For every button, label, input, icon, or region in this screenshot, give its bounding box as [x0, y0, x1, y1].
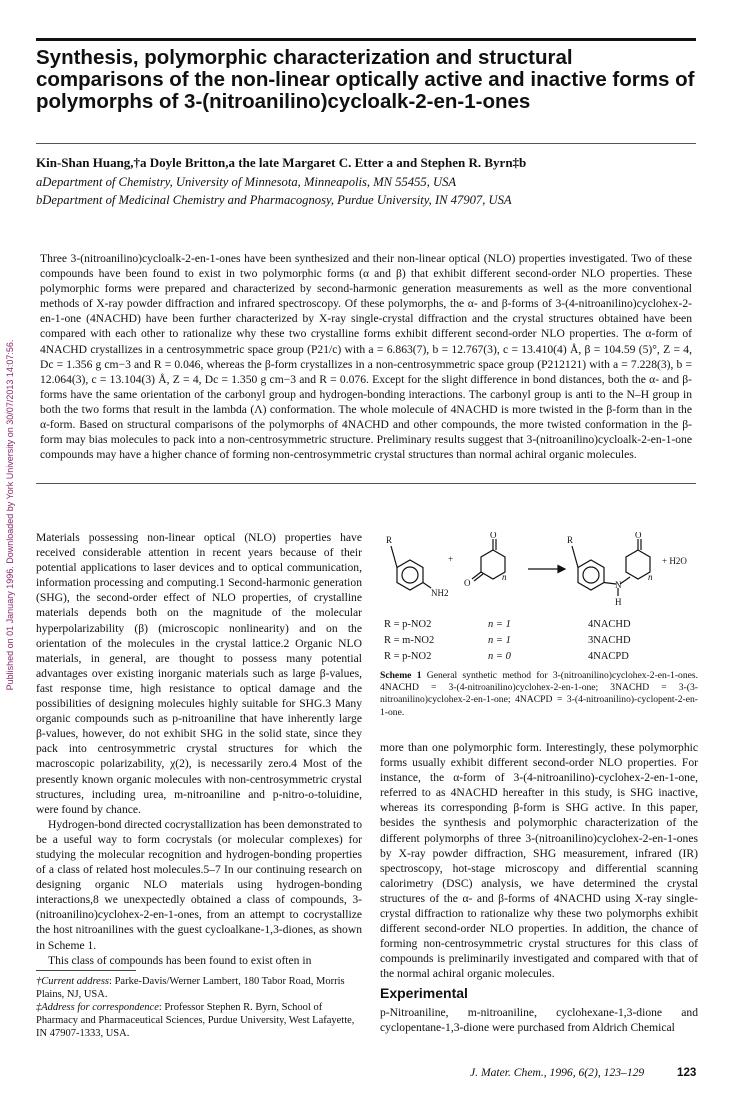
- affiliation-b: bDepartment of Medicinal Chemistry and Pharmacognosy, Purdue University, IN 47907, USA: [36, 193, 512, 207]
- scheme-row-r: R = p-NO2: [384, 651, 432, 662]
- scheme-row-n: n = 1: [488, 619, 511, 630]
- scheme-row: [384, 617, 684, 633]
- intro-paragraph-3: This class of compounds has been found to exist often in: [48, 953, 312, 967]
- scheme-row-name: 4NACPD: [588, 651, 629, 662]
- product-enone-ring: [626, 550, 650, 579]
- footnote-ddagger: ‡Address for correspondence: Professor Stephen R. Byrn, School of Pharmacy and Pharmaceutical Sciences, Purdue University, West Lafayette, IN 47907-1333, USA.: [36, 1002, 355, 1039]
- intro-paragraph-1: Materials possessing non-linear optical (NLO) properties have received considerable attention in recent years because of their potential applications to laser devices and to optical communication, information processing and computing.1 Second-harmonic generation (SHG), the second-order effect of NLO properties, of crystalline materials depends both on the magnitude of the molecular hyperpolarizability (β) (microscopic nonlinearity) and on the orientation of the molecules in the crystal lattice.2 Organic NLO materials, in general, are thought to possess many potential advantages over existing inorganic materials such as large β-values, fast response time, high resistance to optical damage and the possibilities of designing molecules highly suitable for SHG.3 Many organic compounds such as p-nitroaniline that have inherently large β-values, however, do not exhibit SHG in the solid state, since they pack into centrosymmetric crystal structures for which the macroscopic polarizability, χ(2), is necessarily zero.4 Most of the presently known organic molecules with non-centrosymmetric crystal structures, including urea, m-nitroaniline and p-nitro-o-toluidine, were found by chance.: [36, 531, 362, 816]
- h-label: H: [615, 597, 622, 607]
- experimental-paragraph: p-Nitroaniline, m-nitroaniline, cyclohexane-1,3-dione and cyclopentane-1,3-dione were purchased from Aldrich Chemical: [380, 1006, 698, 1035]
- product-n-ring-bond: [620, 577, 630, 584]
- aniline-ring-aromatic: [402, 567, 418, 583]
- section-heading-experimental: Experimental: [380, 985, 468, 1001]
- scheme-table: [384, 617, 684, 665]
- download-watermark: [3, 300, 17, 730]
- product-ring: [578, 560, 604, 590]
- scheme-row-name: 3NACHD: [588, 635, 631, 646]
- footnote-dagger: †Current address: Parke-Davis/Werner Lambert, 180 Tabor Road, Morris Plains, NJ, USA.: [36, 976, 345, 1000]
- page-number: 123: [677, 1066, 697, 1079]
- product-ring-aromatic: [583, 567, 599, 583]
- scheme-row: [384, 633, 684, 649]
- right-column-paragraph: more than one polymorphic form. Interestingly, these polymorphic forms usually exhibit different second-order NLO properties. For instance, the α-form of 3-(4-nitroanilino)-cyclohex-2-en-1-one, referred to as 4NACHD hereafter in this study, is SHG inactive, whereas its corresponding β-form is SHG active. In this paper, besides the synthesis and polymorphic characterization of the different polymorphs of three 3-(nitroanilino)cyclohex-2-en-1-ones by X-ray powder diffraction, SHG measurement, infrared (IR) spectroscopy, hot-stage microscopy and differential scanning calorimetry (DSC) analysis, we have determined the crystal structures of the α- and β-forms of 4NACHD using X-ray single-crystal diffraction to rationalize why these two polymorphs exhibit different second-order NLO properties. In addition, the chance of forming non-centrosymmetric crystal structures for this class of compounds is preliminarily investigated and compared with that of the normal achiral organic molecules.: [380, 741, 698, 981]
- top-rule: [36, 38, 696, 41]
- left-column: [36, 530, 362, 968]
- reaction-arrow-head: [558, 566, 565, 573]
- footnote-rule: [36, 970, 136, 971]
- plus-sign: +: [448, 554, 454, 564]
- r-label-reactant: R: [386, 535, 393, 545]
- scheme-1-reaction: [380, 532, 698, 612]
- scheme-row-name: 4NACHD: [588, 619, 631, 630]
- scheme-row-r: R = p-NO2: [384, 619, 432, 630]
- o-label-product: O: [635, 532, 642, 540]
- title-divider: [36, 143, 696, 144]
- water-label: + H2O: [662, 556, 687, 566]
- scheme-row: [384, 649, 684, 665]
- scheme-caption: Scheme 1 General synthetic method for 3-(nitroanilino)cyclohex-2-en-1-ones. 4NACHD = 3-(4-nitroanilino)cyclohex-2-en-1-one; 3NACHD = 3-(3-nitroanilino)cyclohex-2-en-1-one; 4NACPD = 3-(4-nitroanilino)-cyclopent-2-en-1-one.: [380, 670, 699, 718]
- nh2-label: NH2: [431, 588, 449, 598]
- author-list: Kin-Shan Huang,†a Doyle Britton,a the late Margaret C. Etter a and Stephen R. Byrn‡b: [36, 155, 527, 170]
- aniline-r-bond: [391, 546, 397, 568]
- abstract: Three 3-(nitroanilino)cycloalk-2-en-1-ones have been synthesized and their non-linear optical (NLO) properties investigated. Two of these compounds have been found to exist in two polymorphic forms (α and β) that exhibit different second-order NLO properties. These polymorphic forms were prepared and characterized by second-harmonic generation measurements as well as the more conventional methods of X-ray powder diffraction and infrared spectroscopy. Of these polymorphs, the α- and β-forms of 3-(4-nitroanilino)cyclohex-2-en-1-one (4NACHD) have been further characterized by X-ray single-crystal diffraction and the crystal structures obtained have been compared with each other to rationalize why these two crystalline forms exhibit different second-order NLO properties. The α-form of 4NACHD crystallizes in a centrosymmetric space group (P21/c) with a = 6.863(7), b = 12.767(3), c = 13.410(4) Å, β = 104.59 (5)°, Z = 4, Dc = 1.356 g cm−3 and R = 0.046, whereas the β-form crystallizes in a non-centrosymmetric space group (P212121) with a = 7.228(3), b = 12.064(3), c = 13.104(3) Å, Z = 4, Dc = 1.350 g cm−3 and R = 0.076. Except for the slight difference in bond distances, both the α- and β-forms have the same orientation of the carbonyl group and hydrogen-bonding interactions. The carbonyl group is anti to the N–H group in both the two forms that result in the lambda (Λ) conformation. The whole molecule of 4NACHD is more twisted in the β-form than in the α-form. Based on structural comparisons of the polymorphs of 4NACHD and other compounds, the more twisted conformation in the β-form may bias molecules to pack into a non-centrosymmetric structure. Preliminary results suggest that 3-(nitroanilino)cycloalk-2-en-1-one compounds may have a higher chance of forming non-centrosymmetric crystal structures than normal achiral organic molecules.: [40, 252, 692, 462]
- dione-left-co-double: [474, 574, 483, 581]
- abstract-divider: [36, 483, 696, 484]
- nh-label: N: [615, 580, 622, 590]
- aniline-nh2-bond: [423, 583, 431, 589]
- scheme-row-n: n = 0: [488, 651, 511, 662]
- o-label-left: O: [464, 578, 471, 588]
- r-label-product: R: [567, 535, 574, 545]
- journal-citation: J. Mater. Chem., 1996, 6(2), 123–129: [470, 1066, 645, 1079]
- scheme-row-r: R = m-NO2: [384, 635, 435, 646]
- scheme-row-n: n = 1: [488, 635, 511, 646]
- affiliation-a: aDepartment of Chemistry, University of Minnesota, Minneapolis, MN 55455, USA: [36, 175, 457, 189]
- n-label-product: n: [648, 572, 653, 582]
- download-watermark-text: Published on 01 January 1996. Downloaded by York University on 30/07/2013 14:07:56.: [5, 339, 15, 691]
- product-r-bond: [572, 546, 578, 568]
- intro-paragraph-2: Hydrogen-bond directed cocrystallization has been demonstrated to be a useful way to form cocrystals (or molecular complexes) for studying the molecular recognition and hydrogen-bonding properties of a class of related host molecules.5–7 In our continuing research on designing organic NLO materials using hydrogen-bonding interactions,8 we unexpectedly obtained a class of compounds, 3-(nitroanilino)cyclohex-2-en-1-ones, from an attempt to cocrystallize the host nitroanilines with the guest cycloalkane-1,3-diones, as shown in Scheme 1.: [36, 817, 362, 952]
- o-label-top: O: [490, 532, 497, 540]
- article-title: Synthesis, polymorphic characterization and structural comparisons of the non-linear optically active and inactive forms of polymorphs of 3-(nitroanilino)cycloalk-2-en-1-ones: [36, 46, 695, 113]
- n-label-reactant: n: [502, 572, 507, 582]
- aniline-ring: [397, 560, 423, 590]
- dione-left-co: [472, 572, 481, 579]
